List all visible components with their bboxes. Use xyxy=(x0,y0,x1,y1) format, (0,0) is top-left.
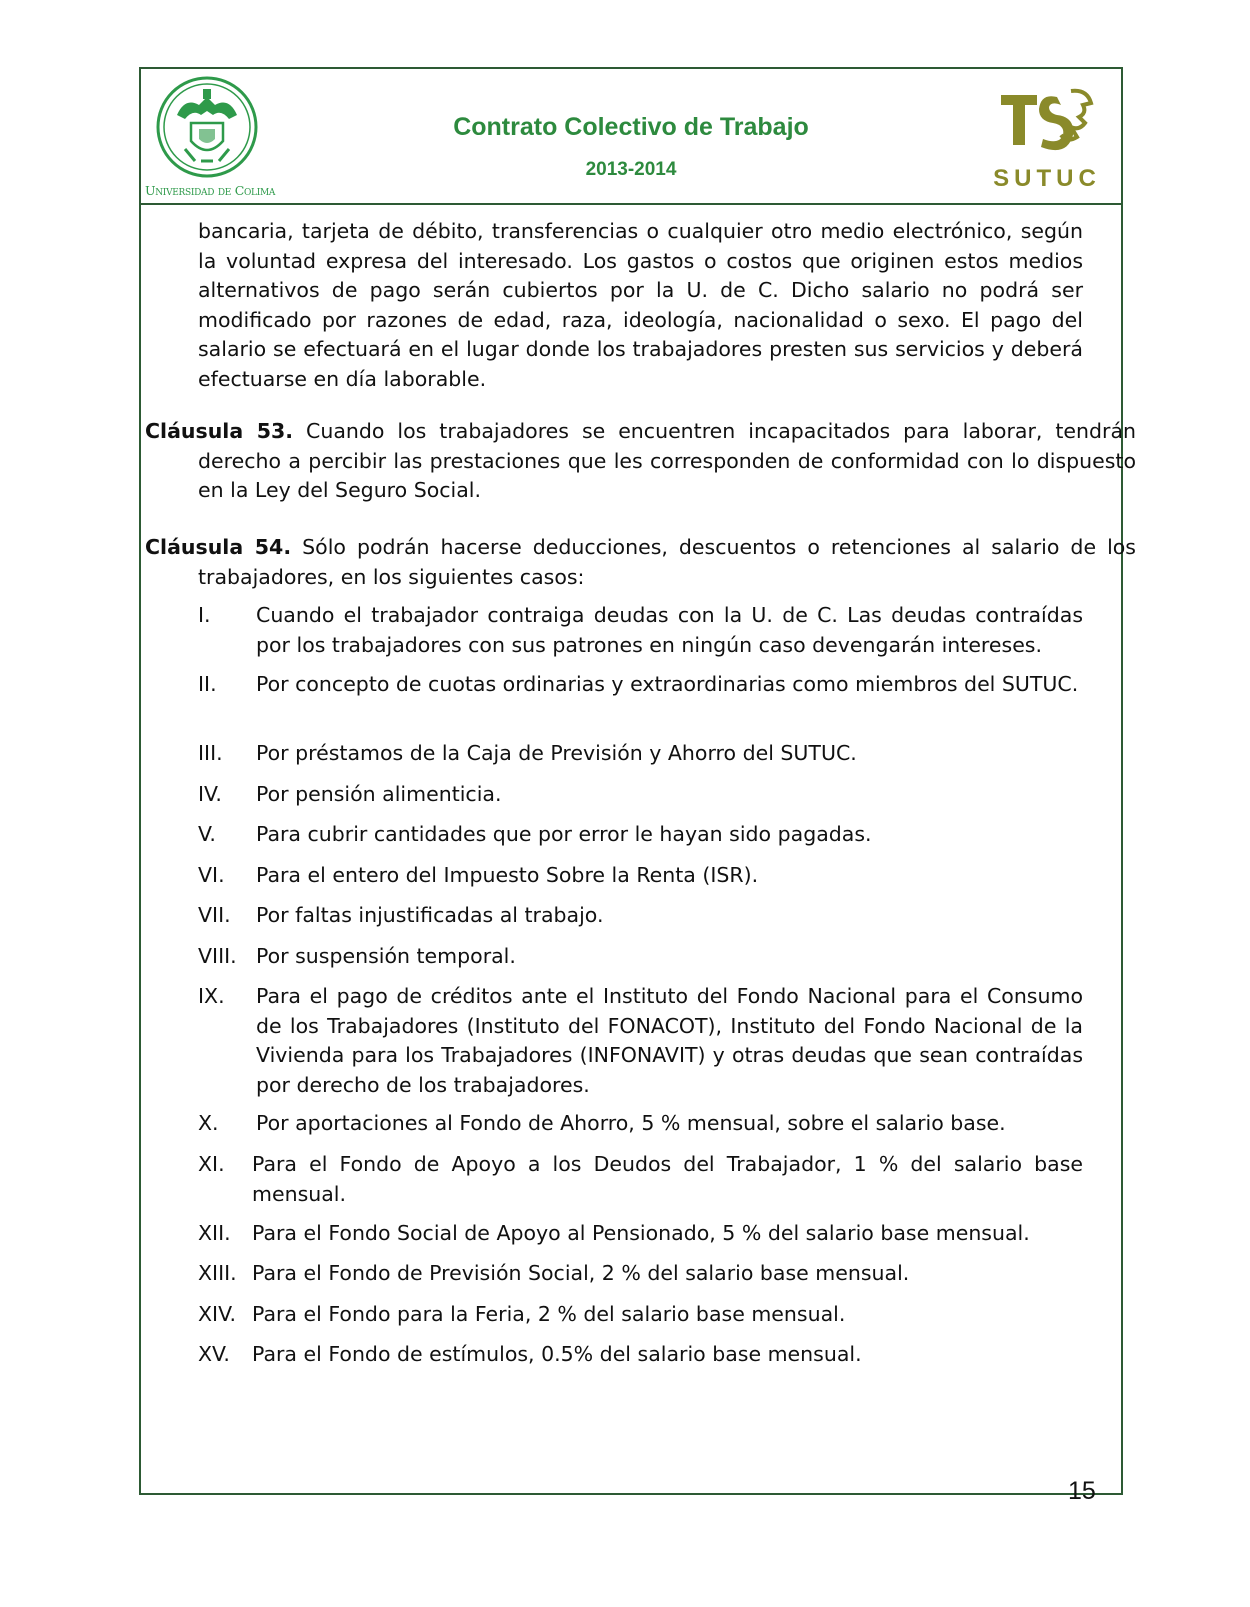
clause-54-label: Cláusula 54. xyxy=(145,535,292,559)
clause-54 xyxy=(145,533,1136,592)
list-item-text: Para el Fondo de estímulos, 0.5% del salario base mensual. xyxy=(252,1342,862,1366)
list-item xyxy=(198,1300,1083,1330)
list-item xyxy=(198,1259,1083,1289)
list-item-number: X. xyxy=(198,1111,219,1135)
list-item xyxy=(198,1109,1083,1139)
list-item-text: Por faltas injustificadas al trabajo. xyxy=(256,903,604,927)
list-item xyxy=(198,942,1083,972)
list-item xyxy=(198,601,1083,660)
list-item xyxy=(198,780,1083,810)
page-number: 15 xyxy=(1068,1477,1096,1505)
list-item-text: Para el Fondo de Apoyo a los Deudos del Trabajador, 1 % del salario base mensual. xyxy=(252,1152,1083,1206)
list-item-text: Por aportaciones al Fondo de Ahorro, 5 % mensual, sobre el salario base. xyxy=(256,1111,1006,1135)
clause-53-label: Cláusula 53. xyxy=(145,419,294,443)
clause-53-text: Cuando los trabajadores se encuentren incapacitados para laborar, tendrán derecho a percibir las prestaciones que les corresponden de conformidad con lo dispuesto en la Ley del Seguro Social. xyxy=(198,419,1136,502)
list-item xyxy=(198,982,1083,1100)
list-item xyxy=(198,1219,1083,1249)
list-item xyxy=(198,739,1083,769)
page-header xyxy=(141,69,1121,205)
list-item-number: XV. xyxy=(198,1342,230,1366)
list-item xyxy=(198,861,1083,891)
list-item-text: Por suspensión temporal. xyxy=(256,944,516,968)
sutuc-logo xyxy=(987,83,1107,193)
list-item xyxy=(198,820,1083,850)
list-item-text: Para cubrir cantidades que por error le hayan sido pagadas. xyxy=(256,822,872,846)
list-item-number: IV. xyxy=(198,782,222,806)
list-item-number: XII. xyxy=(198,1221,231,1245)
list-item-number: XIII. xyxy=(198,1261,237,1285)
list-item-text: Por pensión alimenticia. xyxy=(256,782,502,806)
list-item-text: Cuando el trabajador contraiga deudas con la U. de C. Las deudas contraídas por los trabajadores con sus patrones en ningún caso devengarán intereses. xyxy=(256,603,1083,657)
list-item xyxy=(198,901,1083,931)
page-frame xyxy=(139,67,1136,1495)
list-item-number: V. xyxy=(198,822,216,846)
list-item xyxy=(198,1150,1083,1209)
list-item-text: Para el pago de créditos ante el Instituto del Fondo Nacional para el Consumo de los Trabajadores (Instituto del FONACOT), Instituto del Fondo Nacional de la Vivienda para los Trabajadores (INFONAVIT) y otras deudas que sean contraídas por derecho de los trabajadores. xyxy=(256,984,1083,1097)
list-item-number: II. xyxy=(198,672,217,696)
sutuc-emblem-icon xyxy=(987,83,1107,163)
clause-53 xyxy=(145,417,1136,506)
list-item-text: Para el entero del Impuesto Sobre la Renta (ISR). xyxy=(256,863,759,887)
list-item-number: VI. xyxy=(198,863,225,887)
list-item-text: Para el Fondo de Previsión Social, 2 % del salario base mensual. xyxy=(252,1261,910,1285)
list-item-text: Para el Fondo para la Feria, 2 % del salario base mensual. xyxy=(252,1302,846,1326)
list-item-number: XIV. xyxy=(198,1302,236,1326)
list-item-text: Por préstamos de la Caja de Previsión y Ahorro del SUTUC. xyxy=(256,741,857,765)
continuation-paragraph: bancaria, tarjeta de débito, transferencias o cualquier otro medio electrónico, según la voluntad expresa del interesado. Los gastos o costos que originen estos medios alternativos de pago serán cubiertos por la U. de C. Dicho salario no podrá ser modificado por razones de edad, raza, ideología, nacionalidad o sexo. El pago del salario se efectuará en el lugar donde los trabajadores presten sus servicios y deberá efectuarse en día laborable. xyxy=(198,219,1083,391)
document-title: Contrato Colectivo de Trabajo xyxy=(453,113,809,141)
list-item-text: Por concepto de cuotas ordinarias y extraordinarias como miembros del SUTUC. xyxy=(256,672,1079,696)
clause-54-text: Sólo podrán hacerse deducciones, descuentos o retenciones al salario de los trabajadores, en los siguientes casos: xyxy=(198,535,1136,589)
list-item-number: VII. xyxy=(198,903,231,927)
list-item-number: III. xyxy=(198,741,223,765)
list-item-number: VIII. xyxy=(198,944,237,968)
document-year: 2013-2014 xyxy=(585,159,677,180)
university-name: Universidad de Colima xyxy=(145,183,276,198)
list-item-number: XI. xyxy=(198,1152,225,1176)
list-item xyxy=(198,1340,1083,1370)
list-item-number: IX. xyxy=(198,984,225,1008)
sutuc-logo-text: SUTUC xyxy=(993,165,1101,192)
list-item-text: Para el Fondo Social de Apoyo al Pensionado, 5 % del salario base mensual. xyxy=(252,1221,1030,1245)
list-item-number: I. xyxy=(198,603,211,627)
list-item xyxy=(198,670,1083,700)
